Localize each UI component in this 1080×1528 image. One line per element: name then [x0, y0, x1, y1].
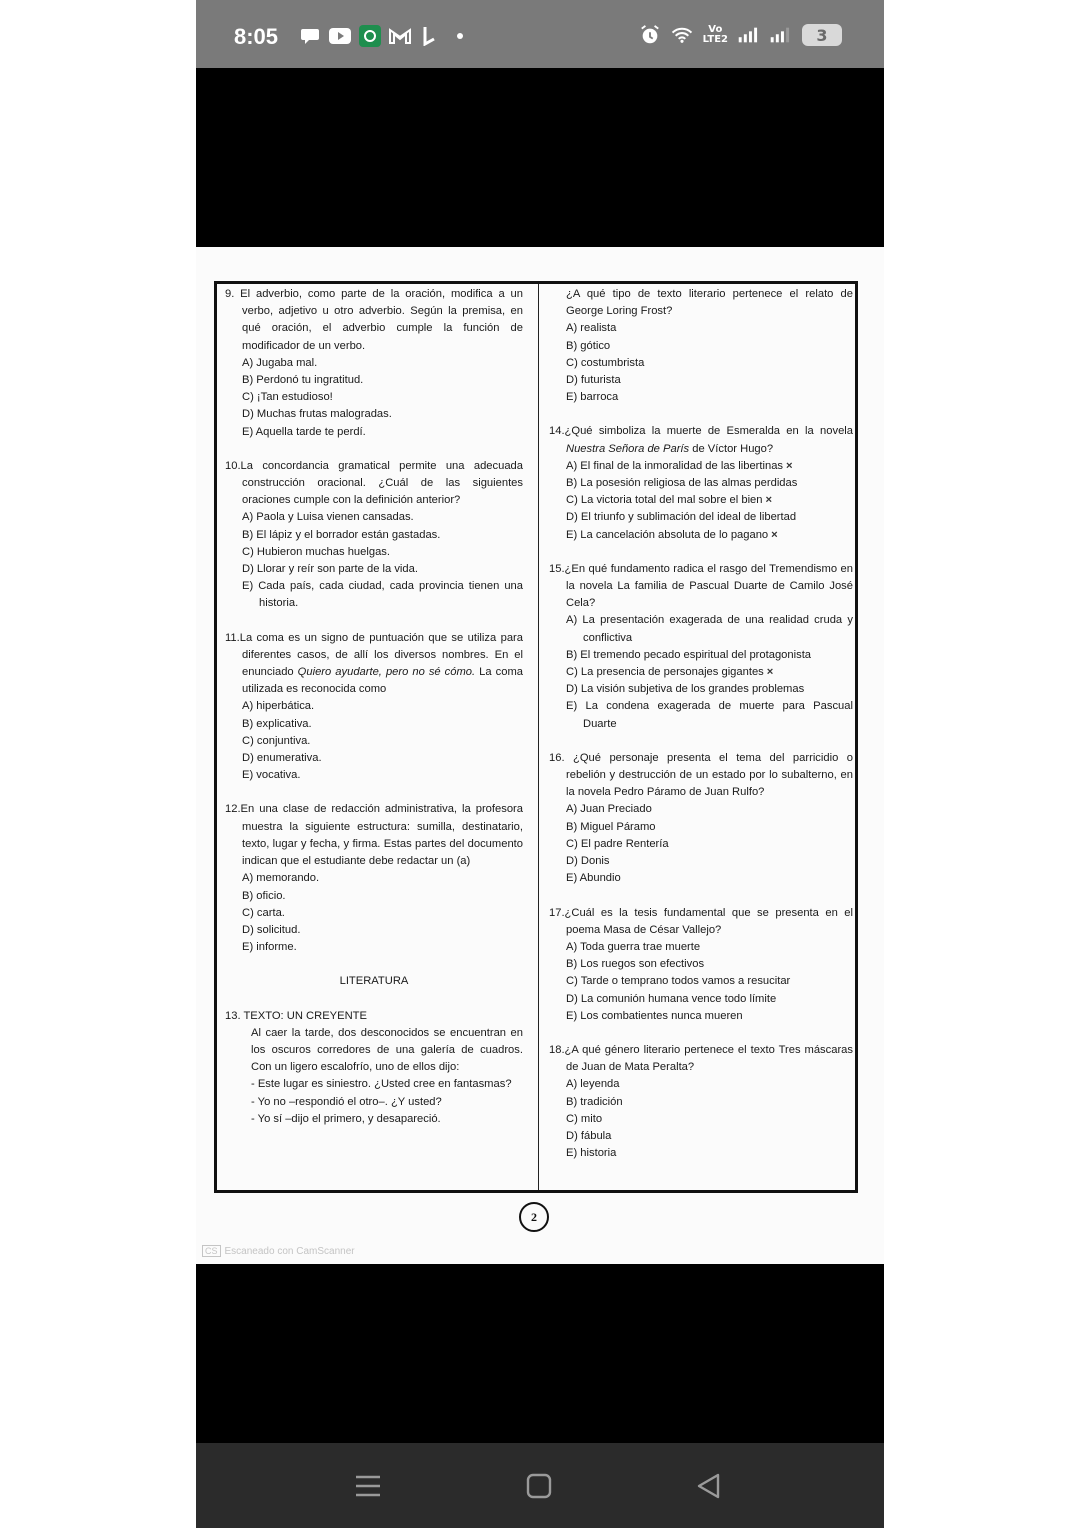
question-text: 18.¿A qué género literario pertenece el texto Tres máscaras de Juan de Mata Peralta? — [549, 1043, 853, 1074]
option: B) explicativa. — [242, 717, 312, 730]
signal-icon-2 — [770, 25, 792, 45]
option: A) Toda guerra trae muerte — [566, 940, 701, 953]
option: D) futurista — [566, 374, 621, 387]
option: D) La visión subjetiva de los grandes problemas — [566, 683, 805, 696]
dot-icon — [449, 26, 471, 46]
option: A) Jugaba mal. — [242, 356, 318, 369]
scanned-document — [196, 247, 884, 1264]
option: B) Miguel Páramo — [566, 820, 656, 833]
option: E) historia — [566, 1147, 617, 1160]
option: E) Abundio — [566, 872, 621, 885]
option: A) Paola y Luisa vienen cansadas. — [242, 511, 414, 524]
option: E) La condena exagerada de muerte para Pascual Duarte — [566, 700, 853, 730]
option: A) realista — [566, 322, 617, 335]
back-icon[interactable] — [692, 1469, 726, 1503]
chat-bubble-icon — [299, 26, 321, 46]
question-12 — [225, 801, 523, 956]
option: A) hiperbática. — [242, 700, 315, 713]
option: B) El tremendo pecado espiritual del protagonista — [566, 648, 812, 661]
wifi-icon — [671, 25, 693, 45]
question-9 — [225, 286, 523, 441]
option: D) fábula — [566, 1129, 612, 1142]
option: C) mito — [566, 1112, 603, 1125]
status-time: 8:05 — [234, 24, 279, 49]
app-icon — [359, 26, 381, 46]
question-text: 10.La concordancia gramatical permite una adecuada construcción oracional. ¿Cuál de las siguientes oraciones cumple con la definición anterior? — [225, 459, 523, 507]
option: C) El padre Rentería — [566, 837, 669, 850]
option: D) Donis — [566, 855, 610, 868]
option: D) El triunfo y sublimación del ideal de libertad — [566, 511, 797, 524]
b-app-icon — [419, 26, 441, 46]
question-13-text — [225, 1008, 523, 1128]
exam-frame — [214, 281, 858, 1193]
watermark-text: Escaneado con CamScanner — [224, 1245, 355, 1257]
option: D) solicitud. — [242, 923, 301, 936]
option: B) tradición — [566, 1095, 623, 1108]
option: D) enumerativa. — [242, 752, 322, 765]
option: C) costumbrista — [566, 356, 645, 369]
option: E) Los combatientes nunca mueren — [566, 1009, 743, 1022]
question-text: ¿A qué tipo de texto literario pertenece el relato de George Loring Frost? — [566, 288, 853, 318]
option: C) ¡Tan estudioso! — [242, 391, 333, 404]
option: A) La presentación exagerada de una realidad cruda y conflictiva — [566, 614, 853, 644]
option: C) carta. — [242, 906, 285, 919]
question-17 — [549, 905, 853, 1025]
option: D) Muchas frutas malogradas. — [242, 408, 392, 421]
option: B) oficio. — [242, 889, 286, 902]
home-icon[interactable] — [522, 1469, 556, 1503]
option: C) La presencia de personajes gigantes × — [566, 666, 774, 679]
question-13 — [549, 286, 853, 406]
status-right — [639, 24, 842, 46]
battery-indicator: 3 — [802, 24, 842, 46]
option: C) La victoria total del mal sobre el bien × — [566, 494, 773, 507]
option: E) Aquella tarde te perdí. — [242, 425, 366, 438]
option: A) leyenda — [566, 1078, 620, 1091]
dialog-line: - Yo no –respondió el otro–. ¿Y usted? — [251, 1095, 442, 1108]
status-bar — [196, 0, 884, 68]
page-number: 2 — [519, 1202, 549, 1232]
cross-mark-icon: × — [771, 528, 778, 541]
gmail-icon — [389, 26, 411, 46]
alarm-icon — [639, 25, 661, 45]
navigation-bar — [196, 1443, 884, 1528]
cross-mark-icon: × — [766, 666, 774, 679]
option: B) gótico — [566, 339, 611, 352]
option: E) barroca — [566, 391, 619, 404]
youtube-icon — [329, 26, 351, 46]
question-text: 15.¿En qué fundamento radica el rasgo del Tremendismo en la novela La familia de Pascual Duarte de Camilo José Cela? — [549, 562, 853, 610]
question-text: 11.La coma es un signo de puntuación que se utiliza para diferentes casos, de allí los diversos nombres. En el enunciado Quiero ayudarte, pero no sé cómo. La coma utilizada es reconocida como — [225, 631, 523, 696]
question-text: 17.¿Cuál es la tesis fundamental que se presenta en el poema Masa de César Vallejo? — [549, 906, 853, 936]
option: C) conjuntiva. — [242, 734, 311, 747]
question-11 — [225, 630, 523, 785]
left-column — [225, 286, 523, 1128]
question-text: 16. ¿Qué personaje presenta el tema del parricidio o rebelión y destrucción de un estado por lo subalterno, en la novela Pedro Páramo de Juan Rulfo? — [549, 751, 853, 799]
menu-icon[interactable] — [351, 1469, 385, 1503]
question-14 — [549, 423, 853, 543]
question-text: 9. El adverbio, como parte de la oración, modifica a un verbo, adjetivo u otro adverbio. Según la premisa, en qué oración, el adverbio cumple la función de modificador de un verbo. — [225, 288, 523, 352]
question-18 — [549, 1042, 853, 1162]
section-heading: LITERATURA — [339, 975, 409, 988]
option: E) Cada país, cada ciudad, cada provincia tienen una historia. — [242, 580, 523, 610]
option: A) memorando. — [242, 872, 320, 885]
question-text: 12.En una clase de redacción administrativa, la profesora muestra la siguiente estructura: sumilla, destinatario, texto, lugar y fecha, y firma. Estas partes del documento indican que el estudiante debe redactar un (a) — [225, 803, 523, 868]
option: C) Hubieron muchas huelgas. — [242, 545, 390, 558]
signal-icon — [738, 25, 760, 45]
right-column — [549, 286, 853, 1162]
option: A) Juan Preciado — [566, 803, 652, 816]
text-title: 13. TEXTO: UN CREYENTE — [225, 1009, 367, 1022]
volte-indicator: Vo LTE2 — [702, 24, 728, 45]
notification-icons — [299, 26, 471, 46]
phone-screen — [196, 0, 884, 1528]
question-15 — [549, 561, 853, 733]
cross-mark-icon: × — [786, 459, 793, 472]
text-body: Al caer la tarde, dos desconocidos se encuentran en los oscuros corredores de una galería de cuadros. Con un ligero escalofrío, uno de ellos dijo: — [251, 1026, 523, 1074]
option: B) Los ruegos son efectivos — [566, 958, 705, 971]
dialog-line: - Yo sí –dijo el primero, y desapareció. — [251, 1112, 441, 1125]
option: B) La posesión religiosa de las almas perdidas — [566, 477, 798, 490]
option: E) informe. — [242, 941, 297, 954]
option: B) Perdonó tu ingratitud. — [242, 374, 364, 387]
option: C) Tarde o temprano todos vamos a resucitar — [566, 975, 791, 988]
option: E) vocativa. — [242, 769, 301, 782]
scanner-watermark — [202, 1245, 355, 1257]
dialog-line: - Este lugar es siniestro. ¿Usted cree en fantasmas? — [251, 1078, 512, 1091]
option: D) Llorar y reír son parte de la vida. — [242, 563, 418, 576]
option: E) La cancelación absoluta de lo pagano × — [566, 528, 778, 541]
camscanner-logo: CS — [202, 1245, 221, 1257]
column-divider — [538, 284, 539, 1190]
question-text: 14.¿Qué simboliza la muerte de Esmeralda en la novela Nuestra Señora de París de Víctor Hugo? — [549, 425, 853, 455]
option: D) La comunión humana vence todo límite — [566, 992, 777, 1005]
cross-mark-icon: × — [765, 494, 773, 507]
option: A) El final de la inmoralidad de las libertinas × — [566, 459, 793, 472]
option: B) El lápiz y el borrador están gastadas. — [242, 528, 441, 541]
question-10 — [225, 458, 523, 613]
question-16 — [549, 750, 853, 888]
